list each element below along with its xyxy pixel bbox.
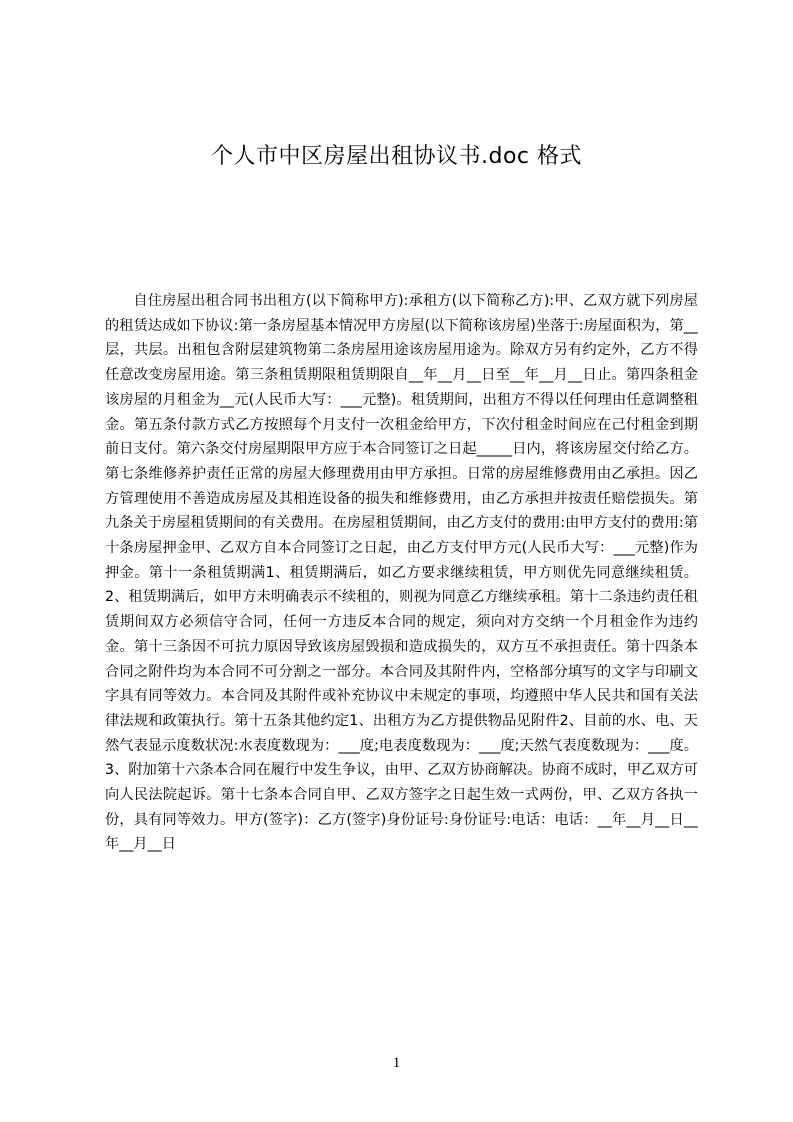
page-number: 1 xyxy=(392,1055,401,1071)
contract-body-paragraph: 自住房屋出租合同书出租方(以下简称甲方):承租方(以下简称乙方):甲、乙双方就下列房屋的租赁达成如下协议:第一条房屋基本情况甲方房屋(以下简称该房屋)坐落于:房屋面积为，第__层，共层。出租包含附层建筑物第二条房屋用途该房屋用途为。除双方另有约定外，乙方不得任意改变房屋用途。第三条租赁期限租赁期限自__年__月__日至__年__月__日止。第四条租金该房屋的月租金为__元(人民币大写：___元整)。租赁期间，出租方不得以任何理由任意调整租金。第五条付款方式乙方按照每个月支付一次租金给甲方，下次付租金时间应在己付租金到期前日支付。第六条交付房屋期限甲方应于本合同签订之日起_____日内，将该房屋交付给乙方。第七条维修养护责任正常的房屋大修理费用由甲方承担。日常的房屋维修费用由乙承担。因乙方管理使用不善造成房屋及其相连设备的损失和维修费用，由乙方承担并按责任赔偿损失。第九条关于房屋租赁期间的有关费用。在房屋租赁期间，由乙方支付的费用:由甲方支付的费用:第十条房屋押金甲、乙双方自本合同签订之日起，由乙方支付甲方元(人民币大写：___元整)作为押金。第十一条租赁期满1、租赁期满后，如乙方要求继续租赁，甲方则优先同意继续租赁。2、租赁期满后，如甲方未明确表示不续租的，则视为同意乙方继续承租。第十二条违约责任租赁期间双方必须信守合同，任何一方违反本合同的规定，须向对方交纳一个月租金作为违约金。第十三条因不可抗力原因导致该房屋毁损和造成损失的，双方互不承担责任。第十四条本合同之附件均为本合同不可分割之一部分。本合同及其附件内，空格部分填写的文字与印刷文字具有同等效力。本合同及其附件或补充协议中未规定的事项，均遵照中华人民共和国有关法律法规和政策执行。第十五条其他约定1、出租方为乙方提供物品见附件2、目前的水、电、天然气表显示度数状况:水表度数现为：___度;电表度数现为：___度;天然气表度数现为：___度。3、附加第十六条本合同在履行中发生争议，由甲、乙双方协商解决。协商不成时，甲乙双方可向人民法院起诉。第十七条本合同自甲、乙双方签字之日起生效一式两份，甲、乙双方各执一份，具有同等效力。甲方(签字)：乙方(签字)身份证号:身份证号:电话：电话：__年__月__日__年__月__日 xyxy=(105,293,698,853)
document-title: 个人市中区房屋出租协议书.doc 格式 xyxy=(210,144,582,169)
